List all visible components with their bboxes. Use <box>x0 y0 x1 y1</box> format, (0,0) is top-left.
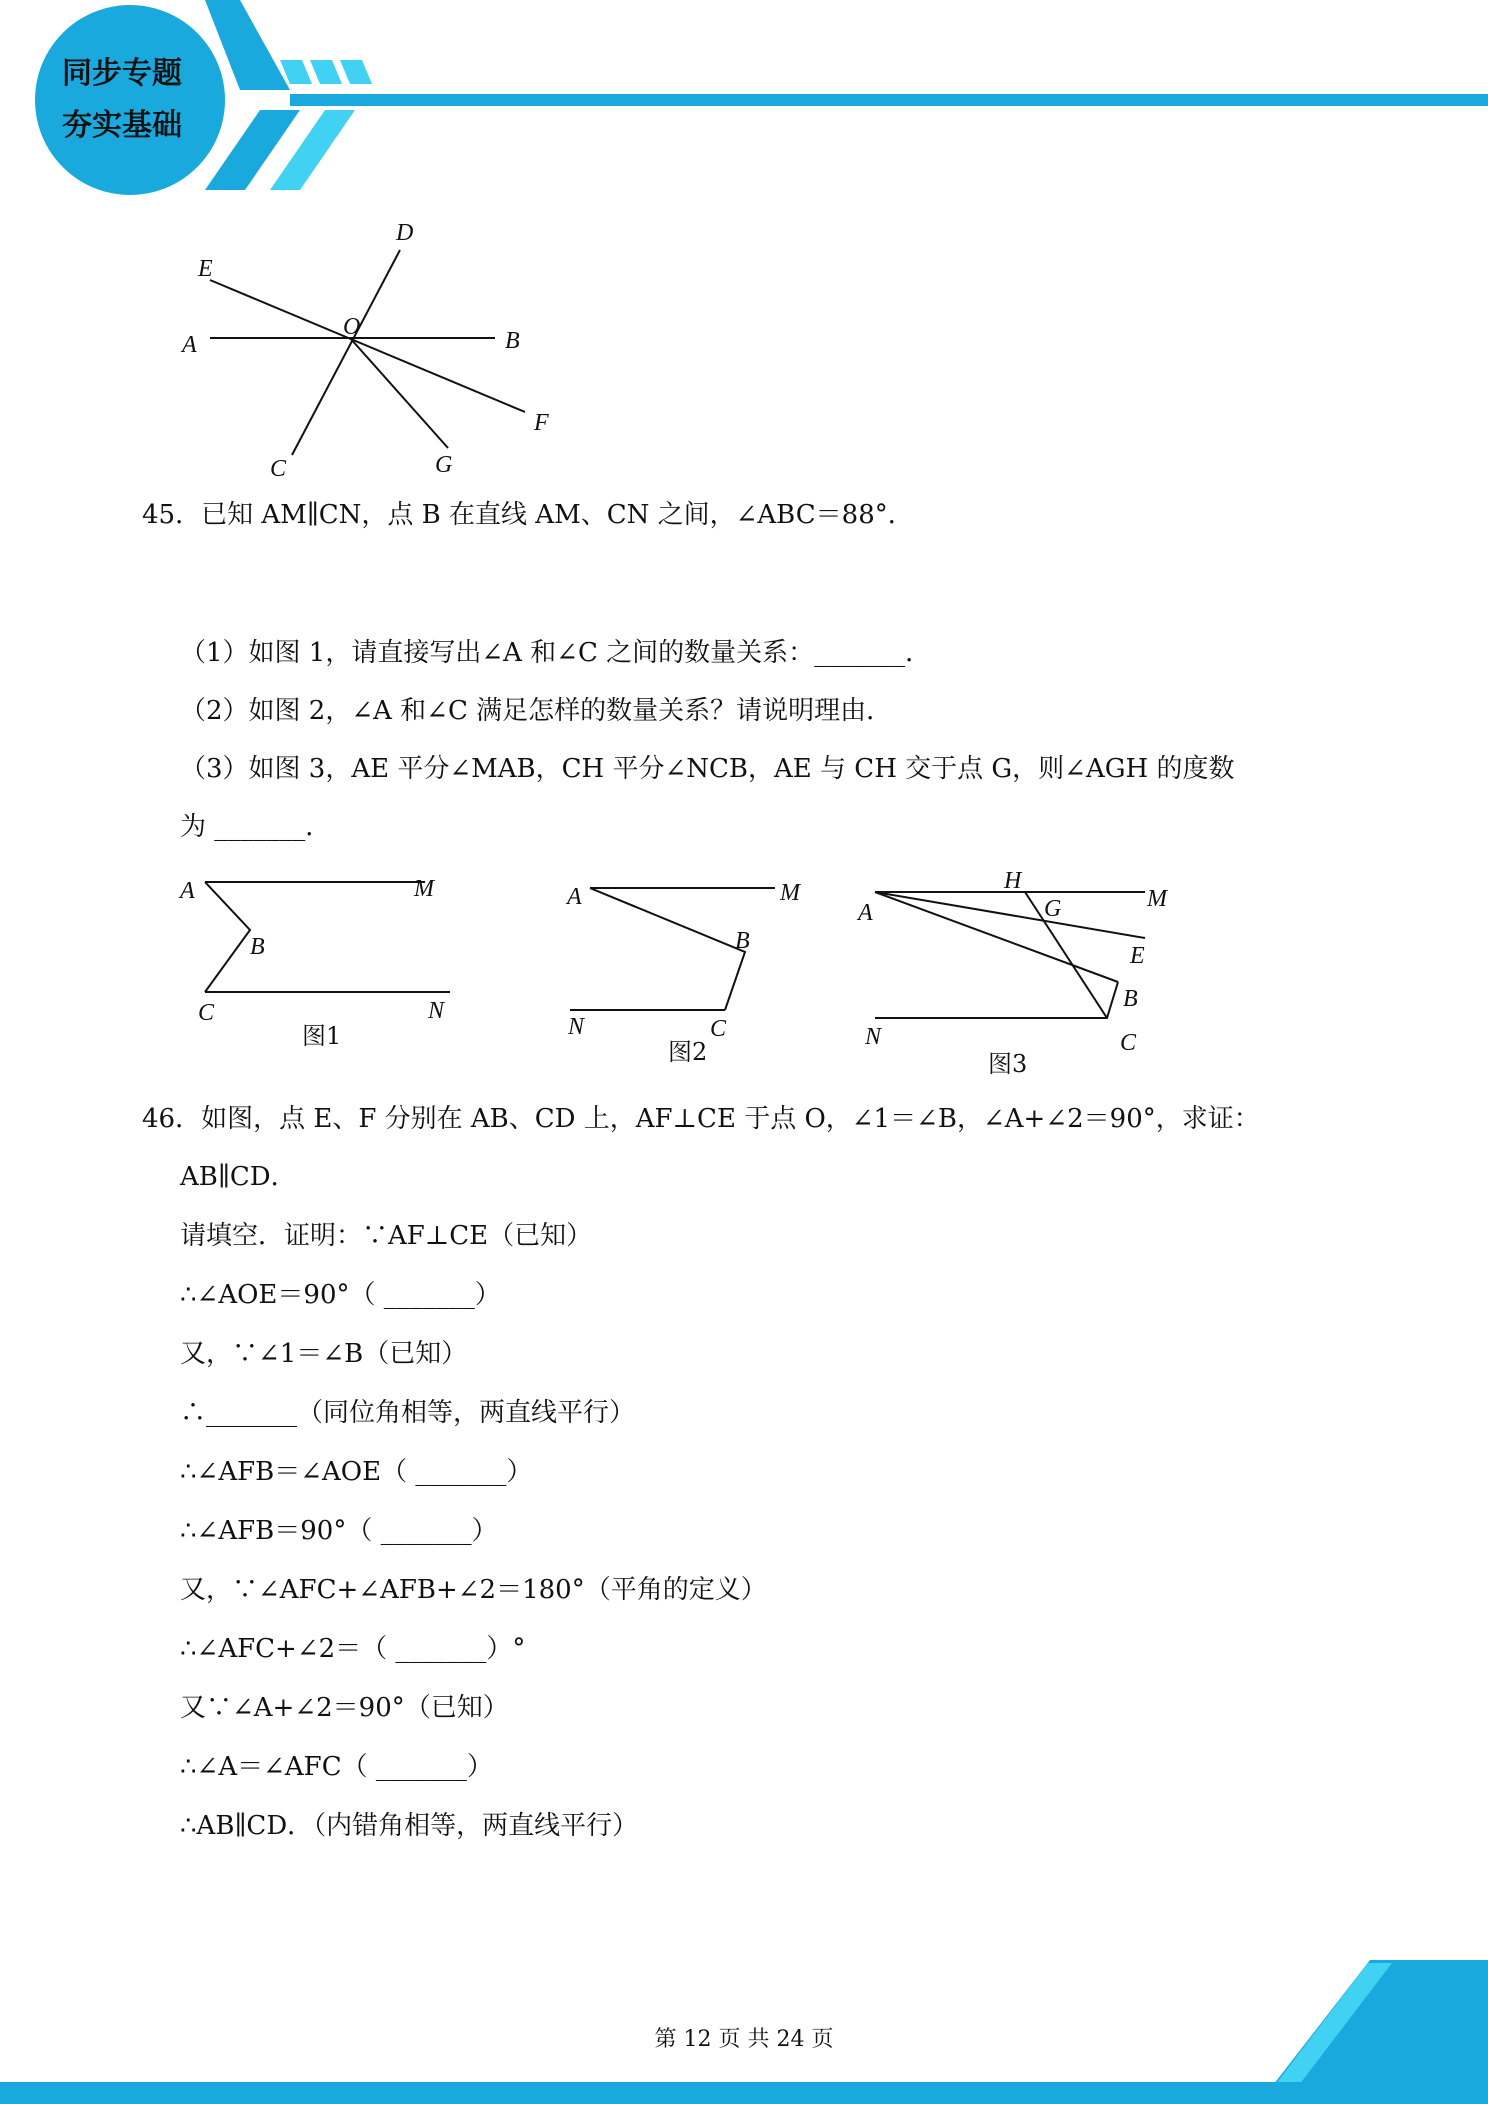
fig1-label-n: N <box>428 998 445 1024</box>
fig2-caption: 图2 <box>668 1038 708 1066</box>
fig3-caption: 图3 <box>988 1050 1028 1078</box>
q45-part3-line1: （3）如图 3，AE 平分∠MAB，CH 平分∠NCB，AE 与 CH 交于点 G，则∠AGH 的度数 <box>180 754 1235 784</box>
fig3-label-e: E <box>1130 943 1145 969</box>
q46-stem-line2: AB∥CD． <box>180 1162 297 1192</box>
q46-proof-line-7: 又，∵∠AFC+∠AFB+∠2＝180°（平角的定义） <box>180 1575 767 1605</box>
q46-proof-line-3: 又，∵∠1＝∠B（已知） <box>180 1339 468 1369</box>
page-number: 第 12 页 共 24 页 <box>654 2027 834 2052</box>
fig-top-label-d: D <box>396 220 414 246</box>
q46-proof-line-6: ∴∠AFB＝90°（ _______） <box>180 1516 498 1546</box>
fig1-label-b: B <box>250 934 265 960</box>
q45-stem: 45．已知 AM∥CN，点 B 在直线 AM、CN 之间，∠ABC＝88°． <box>142 500 914 530</box>
footer-decoration <box>0 1955 1488 2104</box>
fig2-label-a: A <box>567 884 582 910</box>
fig3-label-g: G <box>1044 896 1062 922</box>
fig-top-label-c: C <box>270 456 287 482</box>
fig1-label-m: M <box>414 876 434 902</box>
fig-top-label-e: E <box>198 256 213 282</box>
fig-top-label-o: O <box>343 314 361 340</box>
q45-part3-line2: 为 _______． <box>180 812 332 842</box>
header-badge-line2: 夯实基础 <box>62 108 182 143</box>
fig3-label-n: N <box>865 1024 882 1050</box>
fig1-label-a: A <box>180 878 195 904</box>
q46-proof-line-1: 请填空．证明：∵AF⊥CE（已知） <box>180 1221 593 1251</box>
fig3-label-c: C <box>1120 1030 1137 1056</box>
q45-figures <box>170 860 1210 1090</box>
q45-part2: （2）如图 2，∠A 和∠C 满足怎样的数量关系？请说明理由． <box>180 696 893 726</box>
fig-top-label-a: A <box>182 332 197 358</box>
header-badge-line1: 同步专题 <box>62 56 182 91</box>
q46-stem-line1: 46．如图，点 E、F 分别在 AB、CD 上，AF⊥CE 于点 O，∠1＝∠B，∠A+∠2＝90°，求证： <box>142 1104 1260 1134</box>
q46-proof-line-10: ∴∠A＝∠AFC（ _______） <box>180 1752 493 1782</box>
fig3-label-b: B <box>1123 986 1138 1012</box>
q45-part1: （1）如图 1，请直接写出∠A 和∠C 之间的数量关系：_______． <box>180 638 932 668</box>
header-decoration <box>0 0 1488 200</box>
fig2-label-m: M <box>780 880 800 906</box>
fig-top-label-b: B <box>505 328 520 354</box>
fig3-label-a: A <box>858 900 873 926</box>
fig2-label-c: C <box>710 1016 727 1042</box>
q46-proof-line-11: ∴AB∥CD．（内错角相等，两直线平行） <box>180 1811 639 1841</box>
fig-top-label-f: F <box>534 410 549 436</box>
q46-proof-line-9: 又∵∠A+∠2＝90°（已知） <box>180 1693 509 1723</box>
fig2-label-n: N <box>568 1014 585 1040</box>
q46-proof-line-8: ∴∠AFC+∠2＝（ _______）° <box>180 1634 526 1664</box>
fig1-label-c: C <box>198 1000 215 1026</box>
q46-proof-line-5: ∴∠AFB＝∠AOE（ _______） <box>180 1457 533 1487</box>
q46-proof-line-4: ∴_______（同位角相等，两直线平行） <box>180 1398 636 1428</box>
figure-top <box>170 210 570 490</box>
fig3-label-h: H <box>1004 868 1022 894</box>
q46-proof-line-2: ∴∠AOE＝90°（ _______） <box>180 1280 501 1310</box>
fig3-label-m: M <box>1147 886 1167 912</box>
fig1-caption: 图1 <box>302 1022 342 1050</box>
fig2-label-b: B <box>735 928 750 954</box>
fig-top-label-g: G <box>435 452 453 478</box>
